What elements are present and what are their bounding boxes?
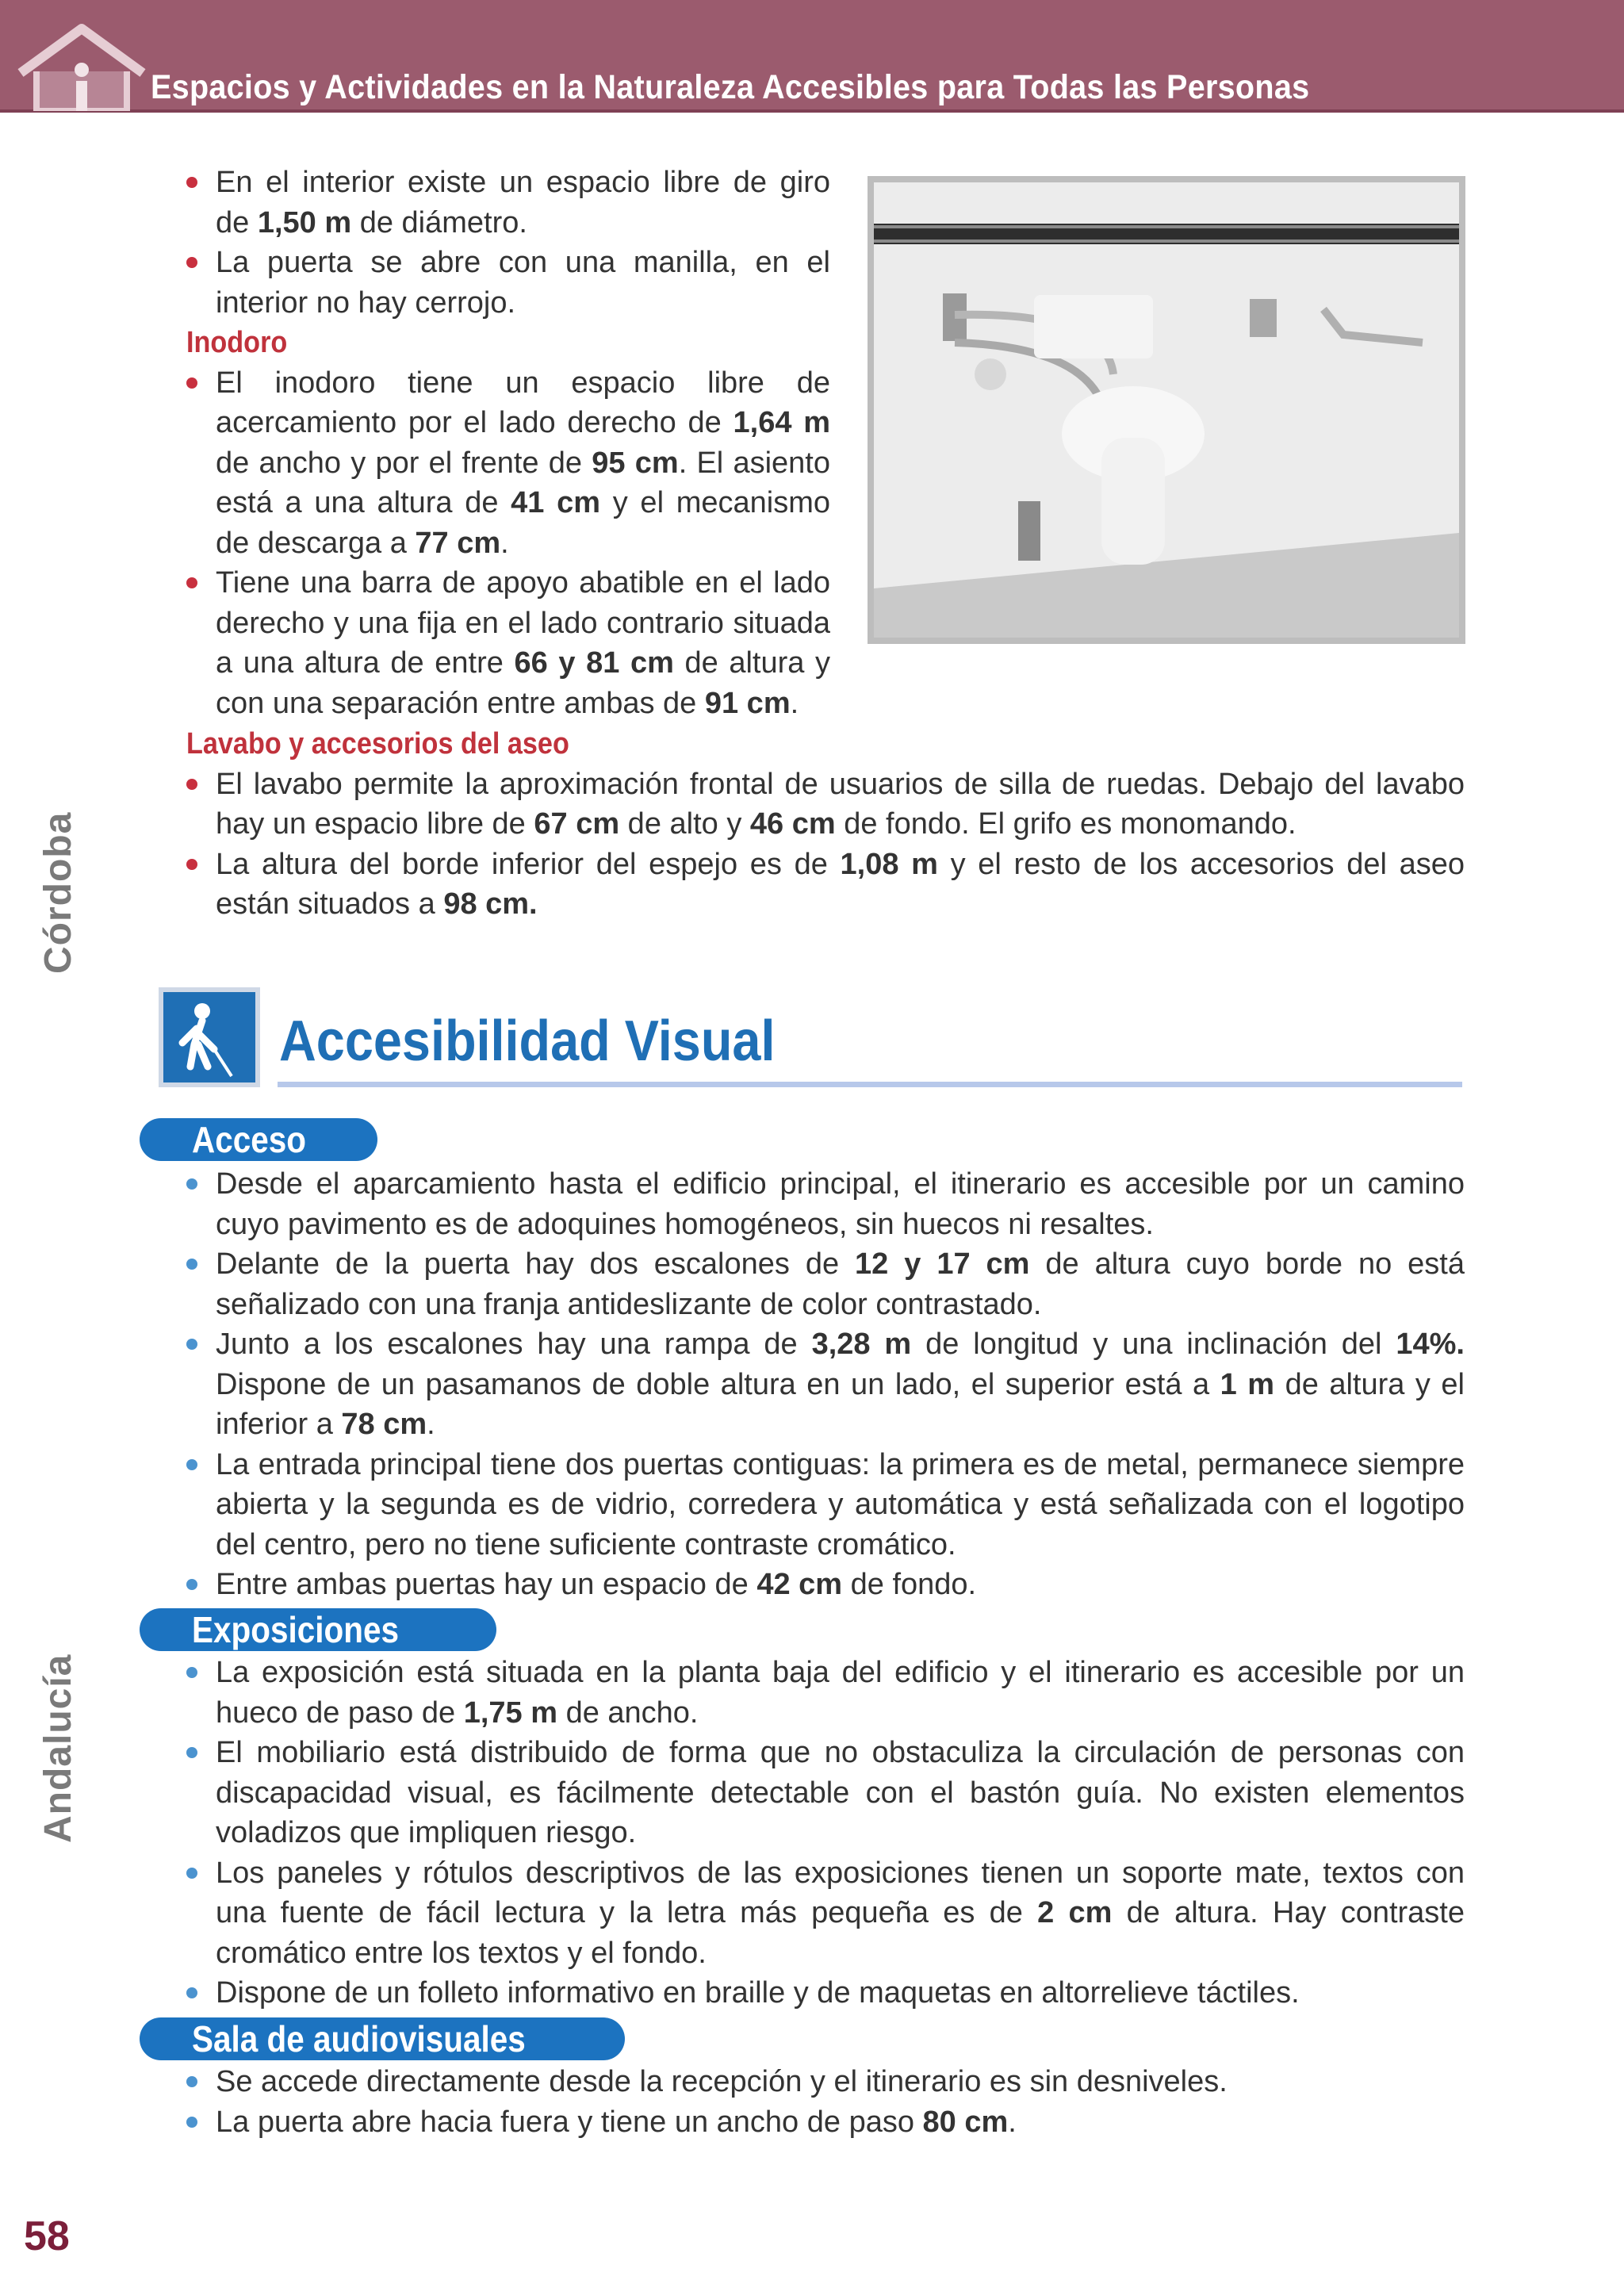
bold-value: 91 cm <box>704 686 791 720</box>
side-label-city: Córdoba <box>37 811 79 974</box>
text-segment: Delante de la puerta hay dos escalones de <box>216 1247 856 1281</box>
text-segment: Junto a los escalones hay una rampa de <box>216 1328 812 1361</box>
page-title: Espacios y Actividades en la Naturaleza Accesibles para Todas las Personas <box>151 68 1310 106</box>
bold-value: 1,50 m <box>257 205 352 239</box>
lavabo-heading: Lavabo y accesorios del aseo <box>186 727 569 761</box>
audiovisuales-block <box>186 2062 1465 2142</box>
bold-value: 42 cm <box>756 1568 843 1601</box>
text-segment: La puerta se abre con una manilla, en el interior no hay cerrojo. <box>216 246 830 320</box>
text-segment: de fondo. <box>842 1568 977 1601</box>
bold-value: 1,64 m <box>733 406 831 439</box>
text-segment: Tiene una barra de apoyo abatible en el lado derecho y una fija en el lado contrario situada a una altura de entre <box>216 566 830 680</box>
text-segment: En el interior existe un espacio libre de giro de <box>216 166 830 239</box>
text-segment: Desde el aparcamiento hasta el edificio principal, el itinerario es accesible por un camino cuyo pavimento es de adoquines homogéneos, sin huecos ni resaltes. <box>216 1167 1465 1241</box>
bullet-dot-icon <box>186 577 197 588</box>
bullet-item <box>186 1324 1465 1445</box>
text-segment: y el mecanismo de descarga a <box>216 486 830 560</box>
text-segment: de altura y el inferior a <box>216 1367 1465 1441</box>
section-pill-exposiciones <box>140 1608 496 1651</box>
section-pill-audiovisuales <box>140 2017 625 2060</box>
bullet-dot-icon <box>186 1987 197 1998</box>
bold-value: 3,28 m <box>811 1328 912 1361</box>
text-segment: . El asiento está a una altura de <box>216 446 831 519</box>
bullet-dot-icon <box>186 859 197 870</box>
bullet-dot-icon <box>186 1339 197 1350</box>
bullet-item <box>186 1244 1465 1324</box>
house-info-icon <box>14 24 149 111</box>
bullet-dot-icon <box>186 2076 197 2087</box>
text-segment: de alto y <box>619 807 750 841</box>
bullet-item <box>186 1565 1465 1605</box>
bold-value: 78 cm <box>341 1408 427 1441</box>
section-pill-label: Exposiciones <box>192 1609 399 1650</box>
bullet-item <box>186 1973 1465 2014</box>
bold-value: 46 cm <box>749 807 836 841</box>
text-segment: Dispone de un folleto informativo en braille y de maquetas en altorrelieve táctiles. <box>216 1976 1300 2010</box>
text-segment: Los paneles y rótulos descriptivos de las exposiciones tienen un soporte mate, textos con una fuente de fácil lectura y la letra más pequeña es de <box>216 1856 1465 1929</box>
bold-value: 41 cm <box>511 486 601 519</box>
bullet-item <box>186 1733 1465 1853</box>
text-segment: Se accede directamente desde la recepción y el itinerario es sin desniveles. <box>216 2065 1228 2098</box>
text-segment: La entrada principal tiene dos puertas contiguas: la primera es de metal, permanece siempre abierta y la segunda es de vidrio, corredera y automática y está señalizada con el logotipo del centro, pero no tiene suficiente contraste cromático. <box>216 1447 1465 1561</box>
bullet-dot-icon <box>186 1259 197 1270</box>
bullet-item <box>186 845 1465 925</box>
text-segment: La exposición está situada en la planta baja del edificio y el itinerario es accesible por un hueco de paso de <box>216 1656 1465 1730</box>
inodoro-heading: Inodoro <box>186 326 288 359</box>
section-pill-label: Sala de audiovisuales <box>192 2018 526 2060</box>
bold-value: 12 y 17 cm <box>855 1247 1030 1281</box>
bullet-item <box>186 2062 1465 2102</box>
text-segment: Dispone de un pasamanos de doble altura en un lado, el superior está a <box>216 1367 1220 1401</box>
section-title: Accesibilidad Visual <box>279 1010 776 1073</box>
bold-value: 80 cm <box>922 2105 1009 2139</box>
bullet-dot-icon <box>186 779 197 790</box>
text-segment: de ancho y por el frente de <box>216 446 592 480</box>
bold-value: 67 cm <box>534 807 620 841</box>
bold-value: 1,08 m <box>840 847 938 881</box>
text-segment: El lavabo permite la aproximación frontal de usuarios de silla de ruedas. Debajo del lavabo hay un espacio libre de <box>216 767 1465 841</box>
bullet-item <box>186 163 830 243</box>
header-divider <box>0 109 1624 113</box>
text-segment: de longitud y una inclinación del <box>911 1328 1396 1361</box>
bullet-item <box>186 1445 1465 1565</box>
bullet-item <box>186 764 1465 845</box>
text-segment: . <box>1008 2105 1017 2139</box>
text-segment: El inodoro tiene un espacio libre de acercamiento por el lado derecho de <box>216 366 830 439</box>
text-segment: El mobiliario está distribuido de forma que no obstaculiza la circulación de personas con discapacidad visual, es fácilmente detectable con el bastón guía. No existen elementos voladizos que impliquen riesgo. <box>216 1736 1465 1849</box>
bullet-dot-icon <box>186 1178 197 1190</box>
intro-block <box>186 163 830 723</box>
text-segment: de diámetro. <box>351 205 527 239</box>
text-segment: . <box>427 1408 435 1441</box>
section-title-rule <box>278 1082 1462 1087</box>
bullet-item <box>186 243 830 323</box>
bold-value: 98 cm. <box>443 887 538 921</box>
exposiciones-block <box>186 1653 1465 2014</box>
acceso-block <box>186 1164 1465 1605</box>
bullet-dot-icon <box>186 1868 197 1879</box>
text-segment: . <box>790 686 799 720</box>
text-segment: de ancho. <box>557 1696 699 1730</box>
text-segment: de fondo. El grifo es monomando. <box>835 807 1297 841</box>
bullet-dot-icon <box>186 2117 197 2128</box>
bullet-dot-icon <box>186 1747 197 1758</box>
section-pill-label: Acceso <box>192 1119 307 1160</box>
bullet-item <box>186 1853 1465 1974</box>
section-pill-acceso <box>140 1118 377 1161</box>
bullet-dot-icon <box>186 1667 197 1678</box>
bullet-item <box>186 563 830 723</box>
bold-value: 1,75 m <box>463 1696 558 1730</box>
bullet-dot-icon <box>186 1579 197 1590</box>
text-segment: La altura del borde inferior del espejo es de <box>216 847 841 881</box>
bullet-dot-icon <box>186 1459 197 1470</box>
lavabo-block <box>186 724 1465 925</box>
visual-impairment-icon <box>159 987 260 1087</box>
text-segment: La puerta abre hacia fuera y tiene un ancho de paso <box>216 2105 923 2139</box>
bold-value: 1 m <box>1220 1367 1275 1401</box>
bullet-dot-icon <box>186 257 197 268</box>
page-number: 58 <box>24 2213 70 2259</box>
bold-value: 95 cm <box>592 446 679 480</box>
bold-value: 2 cm <box>1037 1896 1113 1929</box>
bullet-item <box>186 2102 1465 2143</box>
text-segment: . <box>500 526 509 560</box>
bold-value: 66 y 81 cm <box>514 646 674 680</box>
bullet-dot-icon <box>186 177 197 188</box>
text-segment: de altura y con una separación entre ambas de <box>216 646 831 720</box>
bullet-item <box>186 1164 1465 1244</box>
side-label-region: Andalucía <box>37 1653 79 1843</box>
text-segment: de altura cuyo borde no está señalizado con una franja antideslizante de color contrastado. <box>216 1247 1465 1321</box>
bullet-dot-icon <box>186 377 197 389</box>
text-segment: y el resto de los accesorios del aseo están situados a <box>216 847 1465 921</box>
bold-value: 14%. <box>1396 1328 1465 1361</box>
bold-value: 77 cm <box>415 526 501 560</box>
bullet-item <box>186 1653 1465 1733</box>
toilet-photo <box>868 176 1465 644</box>
text-segment: de altura. Hay contraste cromático entre los textos y el fondo. <box>216 1896 1465 1970</box>
text-segment: Entre ambas puertas hay un espacio de <box>216 1568 757 1601</box>
bullet-item <box>186 363 830 564</box>
